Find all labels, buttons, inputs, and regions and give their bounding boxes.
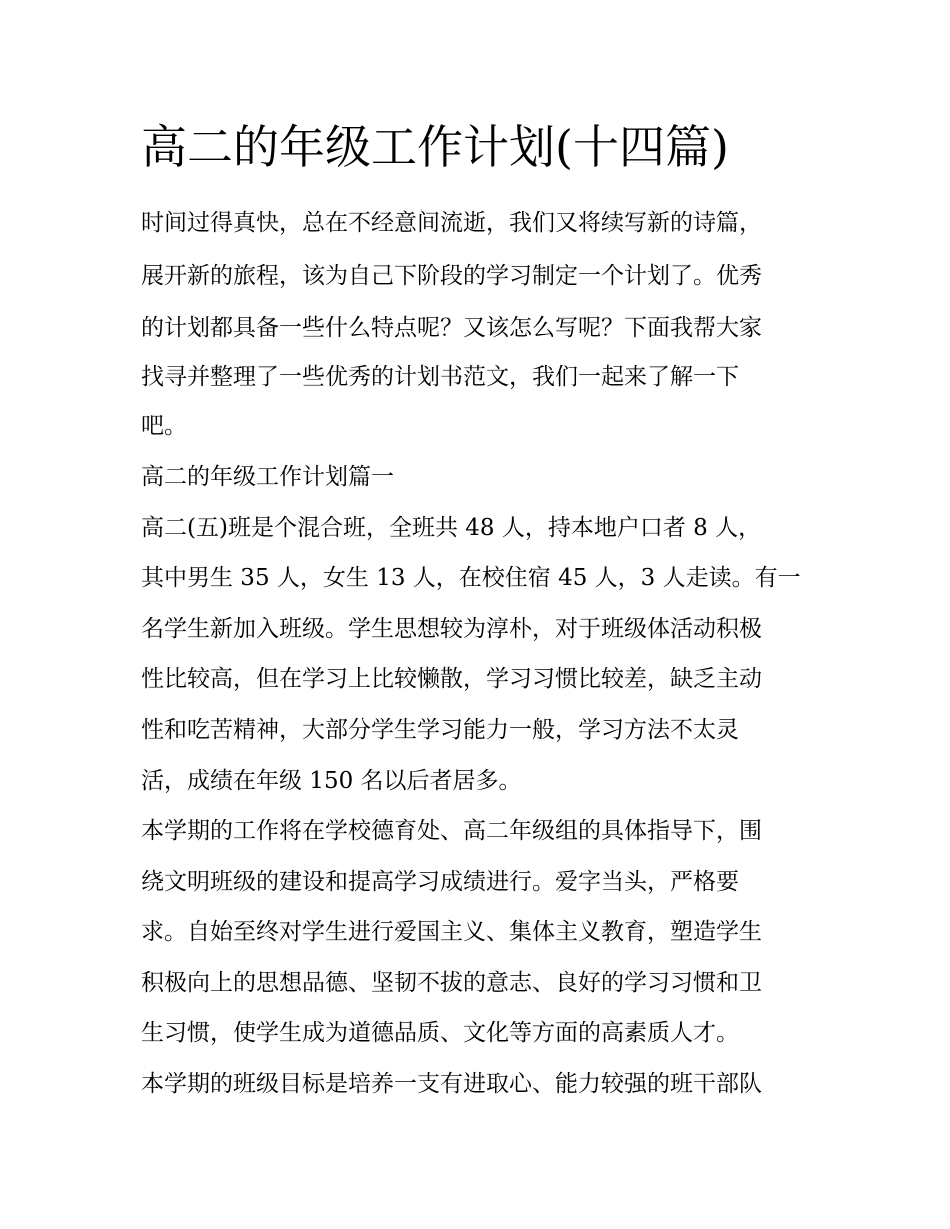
section-heading: 高二的年级工作计划篇一	[141, 464, 394, 490]
text-line-16: 积极向上的思想品德、坚韧不拔的意志、良好的学习习惯和卫	[141, 970, 762, 996]
text-line-7: 高二(五)班是个混合班，全班共 48 人，持本地户口者 8 人，	[141, 515, 762, 541]
text-line-5: 吧。	[141, 413, 187, 439]
text-line-12: 活，成绩在年级 150 名以后者居多。	[141, 768, 522, 794]
text-line-8: 其中男生 35 人，女生 13 人，在校住宿 45 人，3 人走读。有一	[141, 565, 801, 591]
text-line-18: 本学期的班级目标是培养一支有进取心、能力较强的班干部队	[141, 1071, 762, 1097]
text-line-9: 名学生新加入班级。学生思想较为淳朴，对于班级体活动积极	[141, 616, 762, 642]
text-line-11: 性和吃苦精神，大部分学生学习能力一般，学习方法不太灵	[141, 717, 739, 743]
text-line-10: 性比较高，但在学习上比较懒散，学习习惯比较差，缺乏主动	[141, 666, 762, 692]
text-line-17: 生习惯，使学生成为道德品质、文化等方面的高素质人才。	[141, 1020, 739, 1046]
text-line-2: 展开新的旅程，该为自己下阶段的学习制定一个计划了。优秀	[141, 263, 762, 289]
text-line-13: 本学期的工作将在学校德育处、高二年级组的具体指导下，围	[141, 818, 762, 844]
text-line-3: 的计划都具备一些什么特点呢？又该怎么写呢？下面我帮大家	[141, 315, 762, 341]
text-line-15: 求。自始至终对学生进行爱国主义、集体主义教育，塑造学生	[141, 919, 762, 945]
text-line-1: 时间过得真快，总在不经意间流逝，我们又将续写新的诗篇，	[141, 210, 762, 236]
text-line-14: 绕文明班级的建设和提高学习成绩进行。爱字当头，严格要	[141, 869, 739, 895]
document-title: 高二的年级工作计划(十四篇)	[141, 120, 729, 174]
text-line-4: 找寻并整理了一些优秀的计划书范文，我们一起来了解一下	[141, 364, 739, 390]
